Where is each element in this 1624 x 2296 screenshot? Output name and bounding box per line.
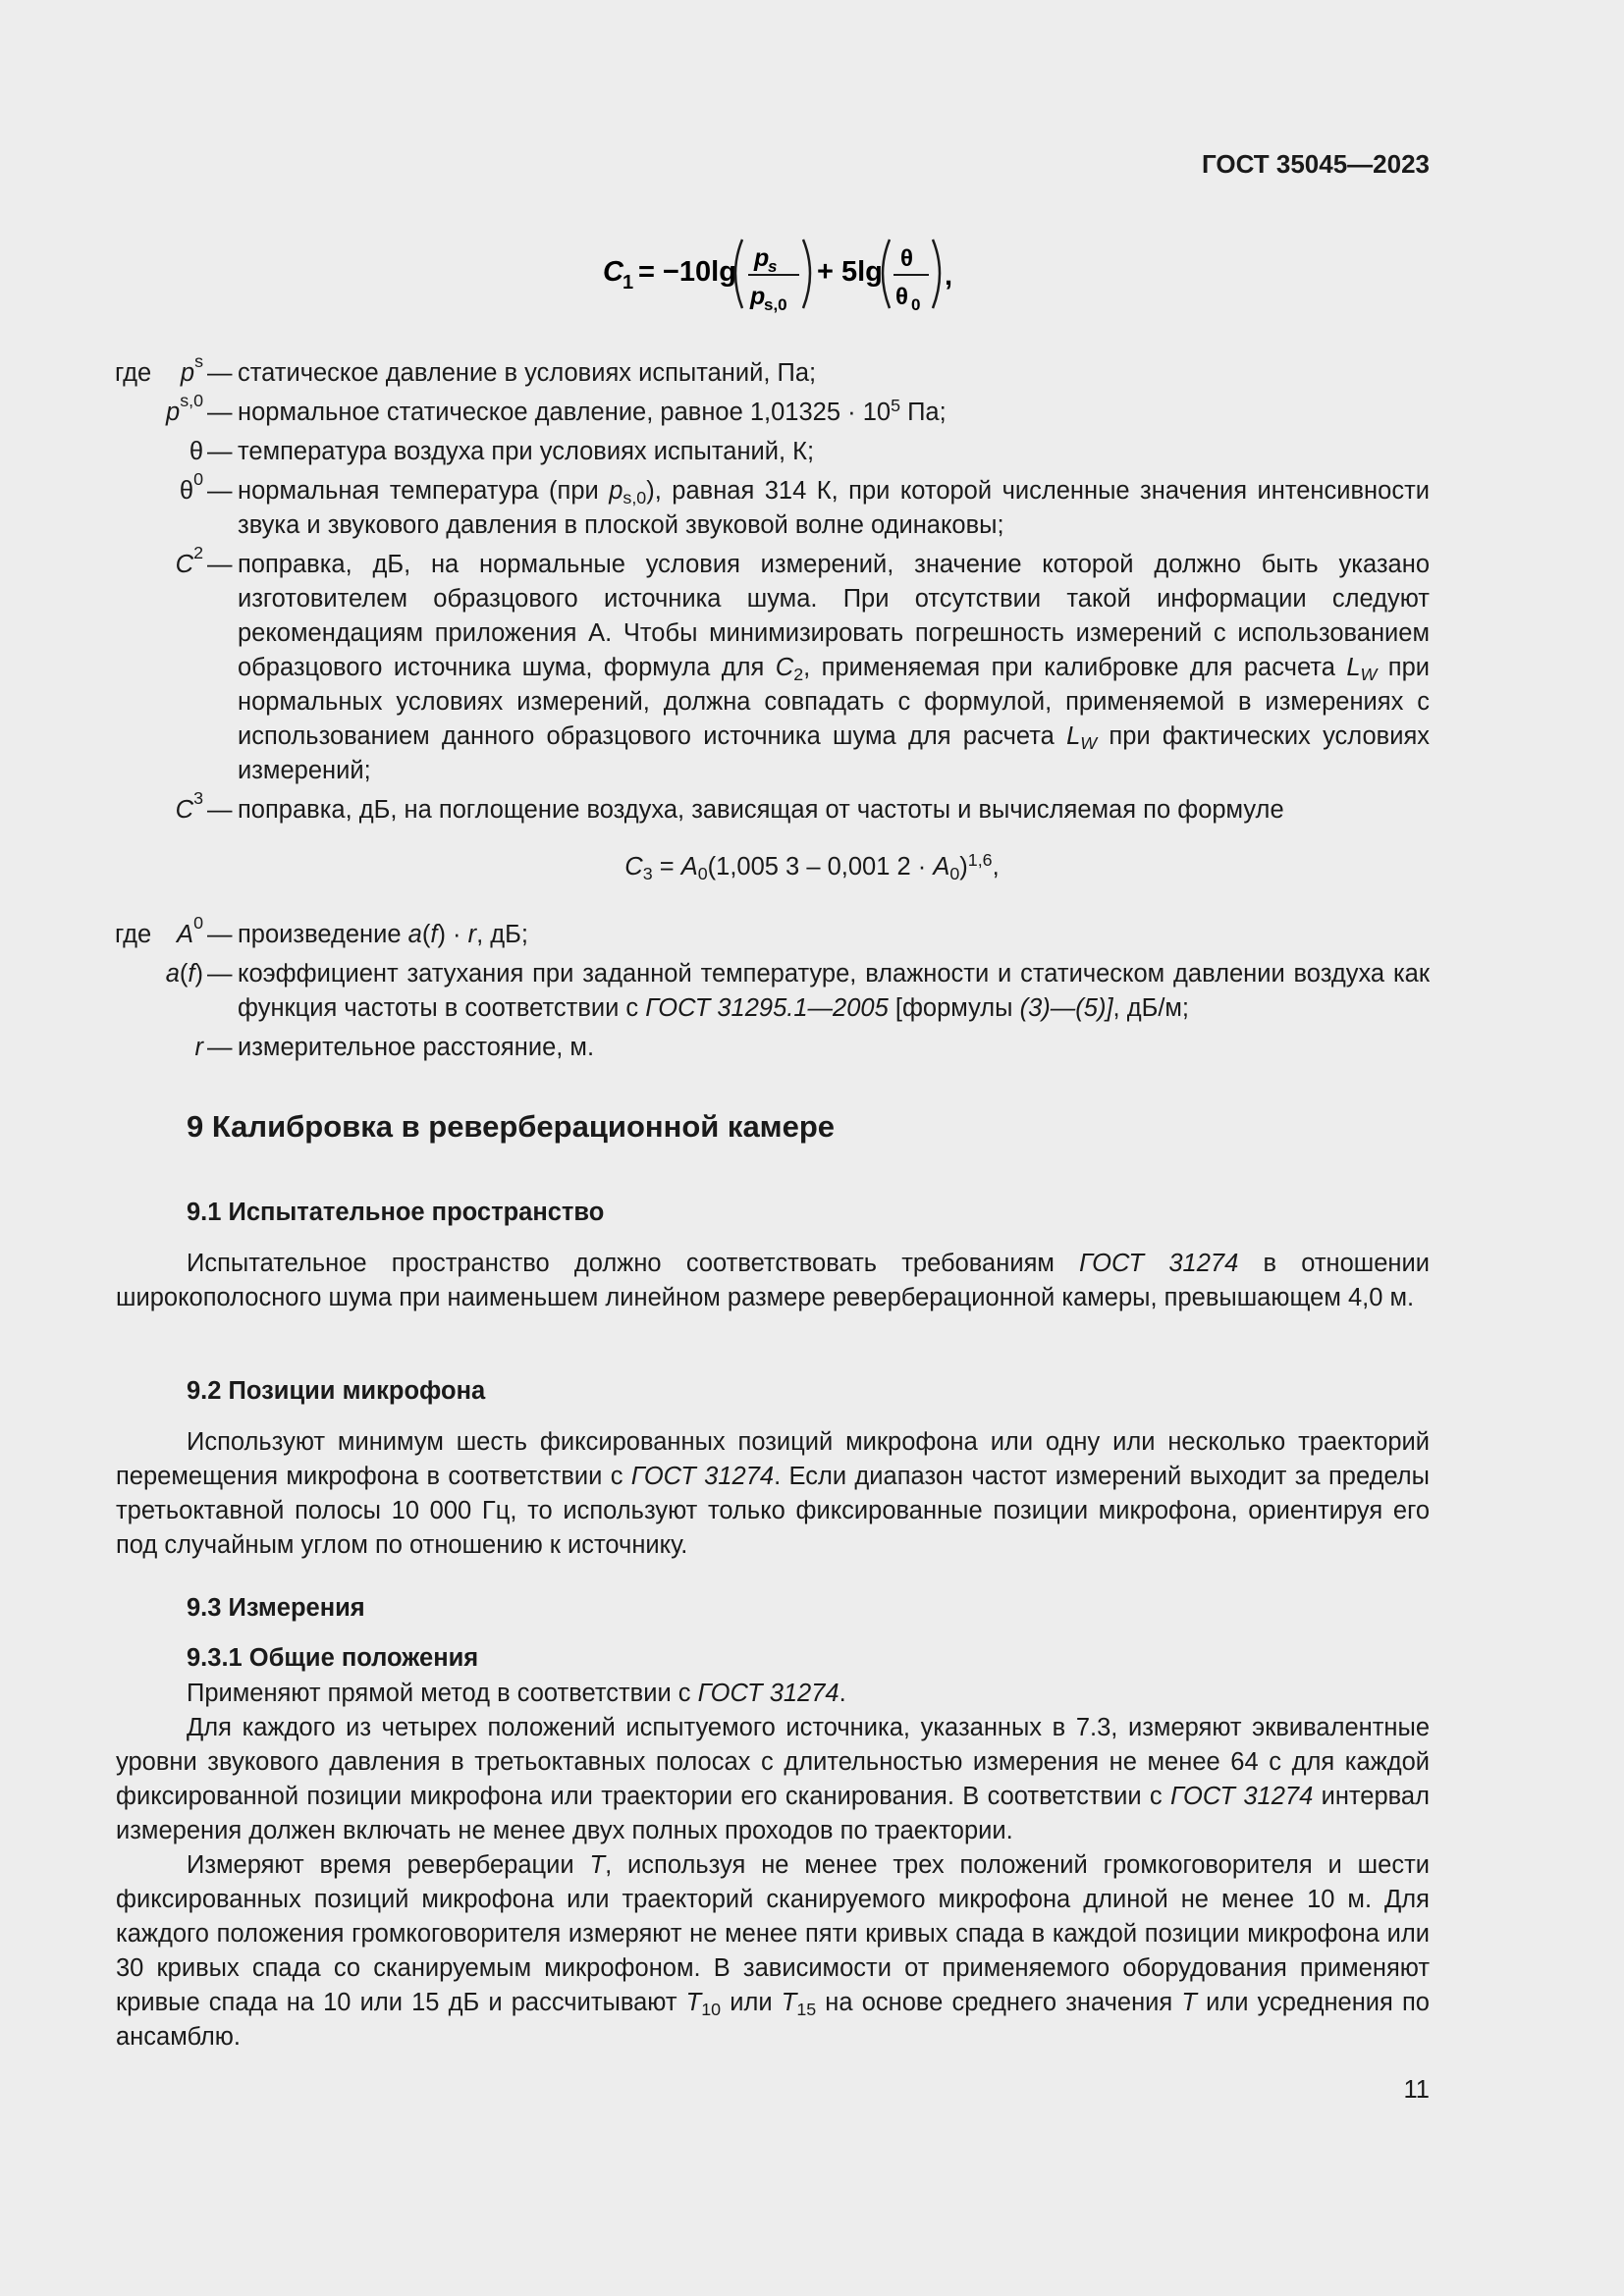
svg-text:s,0: s,0 bbox=[764, 295, 787, 314]
section-9-2-heading: 9.2 Позиции микрофона bbox=[187, 1377, 486, 1405]
definition-item: где A $_0$ — произведение a(f) · r, дБ; bbox=[115, 913, 528, 948]
definition-item: θ — температура воздуха при условиях испытаний, К; bbox=[189, 438, 815, 465]
svg-text:1: 1 bbox=[623, 272, 634, 294]
section-9-1-body: Испытательное пространство должно соответствовать требованиям ГОСТ 31274 в отношении широкополосного шума при наименьшем линейном размере реверберационной камеры, превышающем 4,0 м. bbox=[116, 1250, 1430, 1311]
svg-text:p: p bbox=[750, 283, 766, 310]
svg-text:p: p bbox=[754, 244, 770, 272]
definition-item: a ( f ) — коэффициент затухания при заданной температуре, влажности и статическом давлении воздуха как функция частоты в соответствии с ГОСТ 31295.1—2005 [формулы (3)—(5)], дБ/м; bbox=[165, 960, 1430, 1022]
definition-item: θ $_0$ — нормальная температура (при $p_{s,0}$), равная 314 К, при которой численные значения интенсивности звука и звукового давления в плоской звуковой волне одинаковы; bbox=[179, 469, 1430, 539]
definitions-formula-c3 bbox=[0, 913, 1624, 1070]
section-9-3-1-heading: 9.3.1 Общие положения bbox=[187, 1644, 479, 1672]
page-number: 11 bbox=[1403, 2076, 1430, 2104]
svg-text:,: , bbox=[945, 260, 953, 292]
svg-text:= −10lg: = −10lg bbox=[638, 256, 736, 288]
definition-item: C $_3$ — поправка, дБ, на поглощение воздуха, зависящая от частоты и вычисляемая по формуле bbox=[175, 788, 1284, 824]
formula-c1 bbox=[599, 224, 1011, 322]
formula-c3: $C_3 = A_0(1,005$ 3 – 0,001 $2 \cdot A_0)^{1,6}$, bbox=[624, 850, 1000, 884]
section-9-3-1-body: Применяют прямой метод в соответствии с ГОСТ 31274. Для каждого из четырех положений испытуемого источника, указанных в 7.3, измеряют эквивалентные уровни звукового давления в третьоктавных полосах с длительностью измерения не менее 64 с для каждой фиксированной позиции микрофона или траектории его сканирования. В соответствии с ГОСТ 31274 интервал измерения должен включать не менее двух полных проходов по траектории. Измеряют время реверберации T, используя не менее трех положений громкоговорителя и шести фиксированных позиций микрофона или траекторий сканируемого микрофона длиной не менее 10 м. Для каждого положения громкоговорителя измеряют не менее пяти кривых спада в каждой позиции микрофона или 30 кривых спада со сканируемым микрофоном. В зависимости от применяемого оборудования применяют кривые спада на 10 или 15 дБ и рассчитывают $T_{10}$ или $T_{15}$ на основе среднего значения T или усреднения по ансамблю. bbox=[116, 1680, 1430, 2051]
definition-item: где p $_s$ — статическое давление в условиях испытаний, Па; bbox=[115, 351, 817, 387]
section-9-1-heading: 9.1 Испытательное пространство bbox=[187, 1199, 605, 1226]
document-number: ГОСТ 35045—2023 bbox=[1202, 149, 1430, 179]
svg-text:0: 0 bbox=[911, 295, 921, 314]
svg-text:θ: θ bbox=[900, 245, 913, 272]
definition-item: p $_{s,0}$ — нормальное статическое давление, равное $1,01325 \cdot 10^5$ Па; bbox=[166, 391, 947, 426]
svg-text:θ: θ bbox=[895, 284, 908, 310]
definition-item: r — измерительное расстояние, м. bbox=[194, 1034, 595, 1061]
section-9-heading: 9 Калибровка в реверберационной камере bbox=[187, 1109, 836, 1144]
definition-item: C $_2$ — поправка, дБ, на нормальные условия измерений, значение которой должно быть указано изготовителем образцового источника шума. При отсутствии такой информации следуют рекомендациям приложения А. Чтобы минимизировать погрешность измерений с использованием образцового источника шума, формула для $C_2$, применяемая при калибровке для расчета $L_W$ при нормальных условиях измерений, должна совпадать с формулой, применяемой в измерениях с использованием данного образцового источника шума для расчета $L_W$ при фактических условиях измерений; bbox=[175, 543, 1431, 784]
section-9-3-heading: 9.3 Измерения bbox=[187, 1594, 365, 1622]
section-9-2-body: Используют минимум шесть фиксированных позиций микрофона или одну или несколько траекторий перемещения микрофона в соответствии с ГОСТ 31274. Если диапазон частот измерений выходит за пределы третьоктавной полосы 10 000 Гц, то используют только фиксированные позиции микрофона, ориентируя его под случайным углом по отношению к источнику. bbox=[116, 1428, 1430, 1559]
definitions-formula-c1 bbox=[0, 351, 1624, 832]
svg-text:s: s bbox=[768, 257, 778, 276]
svg-text:+ 5lg: + 5lg bbox=[817, 256, 883, 288]
formula-c1-lhs: C bbox=[603, 256, 623, 288]
